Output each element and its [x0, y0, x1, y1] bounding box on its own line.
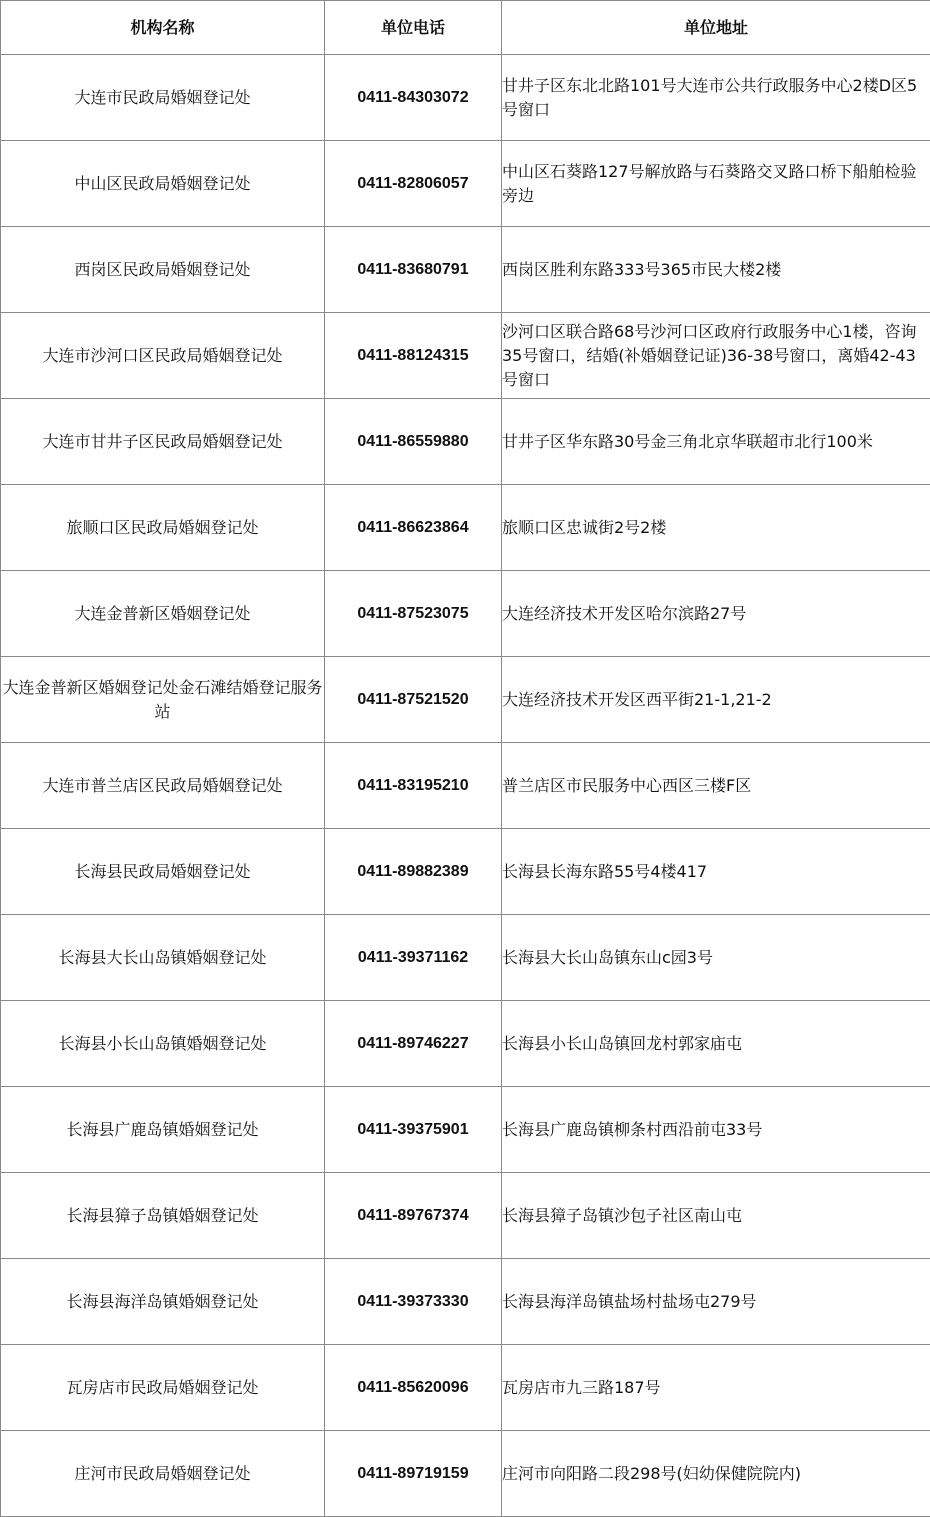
table-row: [1, 1087, 930, 1173]
office-phone: 0411-87521520: [325, 657, 502, 743]
office-name: 长海县小长山岛镇婚姻登记处: [1, 1001, 325, 1087]
office-phone: 0411-89767374: [325, 1173, 502, 1259]
office-name: 长海县大长山岛镇婚姻登记处: [1, 915, 325, 1001]
table-body: [1, 55, 930, 1517]
table-row: [1, 571, 930, 657]
office-phone: 0411-88124315: [325, 313, 502, 399]
office-address: 旅顺口区忠诚街2号2楼: [502, 485, 930, 571]
office-phone: 0411-84303072: [325, 55, 502, 141]
office-name: 旅顺口区民政局婚姻登记处: [1, 485, 325, 571]
office-address: 长海县大长山岛镇东山c园3号: [502, 915, 930, 1001]
table-row: [1, 657, 930, 743]
table-row: [1, 55, 930, 141]
office-phone: 0411-39371162: [325, 915, 502, 1001]
office-phone: 0411-86623864: [325, 485, 502, 571]
office-phone: 0411-85620096: [325, 1345, 502, 1431]
office-name: 长海县民政局婚姻登记处: [1, 829, 325, 915]
office-phone: 0411-39375901: [325, 1087, 502, 1173]
office-name: 大连市民政局婚姻登记处: [1, 55, 325, 141]
table-row: [1, 1001, 930, 1087]
header-name: 机构名称: [1, 1, 325, 55]
office-address: 西岗区胜利东路333号365市民大楼2楼: [502, 227, 930, 313]
table-row: [1, 1345, 930, 1431]
office-address: 沙河口区联合路68号沙河口区政府行政服务中心1楼，咨询35号窗口，结婚(补婚姻登记证)36-38号窗口，离婚42-43号窗口: [502, 313, 930, 399]
office-name: 西岗区民政局婚姻登记处: [1, 227, 325, 313]
table-row: [1, 313, 930, 399]
table-row: [1, 227, 930, 313]
office-name: 长海县獐子岛镇婚姻登记处: [1, 1173, 325, 1259]
table-row: [1, 399, 930, 485]
office-name: 长海县广鹿岛镇婚姻登记处: [1, 1087, 325, 1173]
office-phone: 0411-89882389: [325, 829, 502, 915]
office-phone: 0411-39373330: [325, 1259, 502, 1345]
office-address: 瓦房店市九三路187号: [502, 1345, 930, 1431]
office-name: 大连金普新区婚姻登记处: [1, 571, 325, 657]
office-phone: 0411-89719159: [325, 1431, 502, 1517]
table-row: [1, 1431, 930, 1517]
office-name: 庄河市民政局婚姻登记处: [1, 1431, 325, 1517]
header-address: 单位地址: [502, 1, 930, 55]
office-address: 中山区石葵路127号解放路与石葵路交叉路口桥下船舶检验旁边: [502, 141, 930, 227]
office-address: 大连经济技术开发区哈尔滨路27号: [502, 571, 930, 657]
office-address: 长海县小长山岛镇回龙村郭家庙屯: [502, 1001, 930, 1087]
office-address: 甘井子区东北北路101号大连市公共行政服务中心2楼D区5号窗口: [502, 55, 930, 141]
office-address: 庄河市向阳路二段298号(妇幼保健院院内): [502, 1431, 930, 1517]
office-name: 大连市普兰店区民政局婚姻登记处: [1, 743, 325, 829]
table-row: [1, 141, 930, 227]
office-address: 长海县海洋岛镇盐场村盐场屯279号: [502, 1259, 930, 1345]
office-address: 长海县长海东路55号4楼417: [502, 829, 930, 915]
office-address: 普兰店区市民服务中心西区三楼F区: [502, 743, 930, 829]
office-address: 长海县獐子岛镇沙包子社区南山屯: [502, 1173, 930, 1259]
table-row: [1, 743, 930, 829]
office-phone: 0411-82806057: [325, 141, 502, 227]
office-name: 大连市甘井子区民政局婚姻登记处: [1, 399, 325, 485]
office-address: 大连经济技术开发区西平街21-1,21-2: [502, 657, 930, 743]
header-row: [1, 1, 930, 55]
office-name: 中山区民政局婚姻登记处: [1, 141, 325, 227]
table-row: [1, 1259, 930, 1345]
office-phone: 0411-83680791: [325, 227, 502, 313]
office-phone: 0411-87523075: [325, 571, 502, 657]
office-name: 瓦房店市民政局婚姻登记处: [1, 1345, 325, 1431]
table-row: [1, 485, 930, 571]
office-phone: 0411-86559880: [325, 399, 502, 485]
office-phone: 0411-89746227: [325, 1001, 502, 1087]
table-row: [1, 1173, 930, 1259]
table-row: [1, 915, 930, 1001]
table-row: [1, 829, 930, 915]
office-phone: 0411-83195210: [325, 743, 502, 829]
office-name: 大连市沙河口区民政局婚姻登记处: [1, 313, 325, 399]
table-header: [1, 1, 930, 55]
office-name: 大连金普新区婚姻登记处金石滩结婚登记服务站: [1, 657, 325, 743]
header-phone: 单位电话: [325, 1, 502, 55]
office-address: 长海县广鹿岛镇柳条村西沿前屯33号: [502, 1087, 930, 1173]
office-name: 长海县海洋岛镇婚姻登记处: [1, 1259, 325, 1345]
office-address: 甘井子区华东路30号金三角北京华联超市北行100米: [502, 399, 930, 485]
